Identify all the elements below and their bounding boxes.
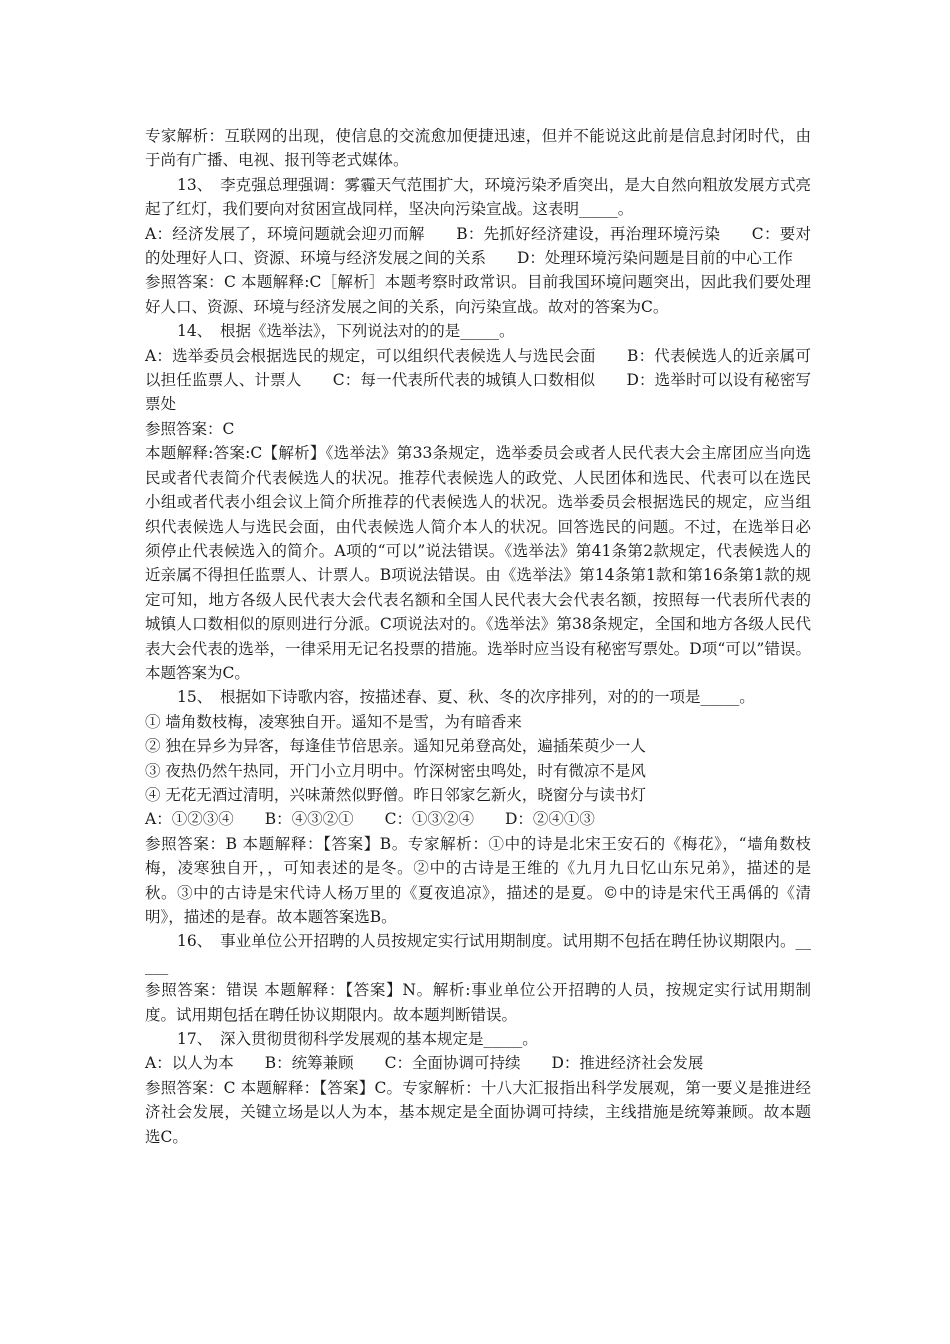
options-14: A：选举委员会根据选民的规定，可以组织代表候选人与选民会面 B：代表候选人的近亲属可以担任监票人、计票人 C：每一代表所代表的城镇人口数相似 D：选举时可以设有秘密写票处 xyxy=(145,346,811,414)
options-13: A：经济发展了，环境问题就会迎刃而解 B：先抓好经济建设，再治理环境污染 C：要对的处理好人口、资源、环境与经济发展之间的关系 D：处理环境污染问题是目前的中心工作 xyxy=(145,224,811,268)
answer-17: 参照答案：C 本题解释：【答案】C。专家解析：十八大汇报指出科学发展观，第一要义是推进经济社会发展，关键立场是以人为本，基本规定是全面协调可持续，主线措施是统筹兼顾。故本题选C。 xyxy=(145,1078,811,1146)
answer-16: 参照答案：错误 本题解释：【答案】N。解析:事业单位公开招聘的人员，按规定实行试用期制度。试用期包括在聘任协议期限内。故本题判断错误。 xyxy=(145,981,811,1024)
answer-15: 参照答案：B 本题解释：【答案】B。专家解析：①中的诗是北宋王安石的《梅花》，“墙角数枝梅，凌寒独自开，，可知表述的是冬。②中的古诗是王维的《九月九日忆山东兄弟》，描述的是秋。③中的古诗是宋代诗人杨万里的《夏夜追凉》，描述的是夏。©中的诗是宋代王禹偁的《清明》，描述的是春。故本题答案选B。 xyxy=(145,834,811,926)
question-13: 13、 李克强总理强调：雾霾天气范围扩大，环境污染矛盾突出，是大自然向粗放发展方式亮起了红灯，我们要向对贫困宣战同样，坚决向污染宣战。这表明_____。 xyxy=(145,175,811,219)
options-17: A：以人为本 B：统筹兼顾 C：全面协调可持续 D：推进经济社会发展 xyxy=(145,1054,704,1073)
question-15: 15、 根据如下诗歌内容，按描述春、夏、秋、冬的次序排列，对的的一项是_____。 xyxy=(177,688,755,707)
question-16: 16、 事业单位公开招聘的人员按规定实行试用期制度。试用期不包括在聘任协议期限内。_____ xyxy=(145,932,811,975)
question-14: 14、 根据《选举法》，下列说法对的的是_____。 xyxy=(177,322,515,341)
question-17: 17、 深入贯彻贯彻科学发展观的基本规定是_____。 xyxy=(177,1030,538,1049)
document-page xyxy=(145,124,811,1149)
poem-4: ④ 无花无酒过清明，兴味萧然似野僧。昨日邻家乞新火，晓窗分与读书灯 xyxy=(145,785,646,804)
poem-3: ③ 夜热仍然午热同，开门小立月明中。竹深树密虫鸣处，时有微凉不是风 xyxy=(145,761,646,780)
answer-14: 参照答案：C xyxy=(145,419,235,438)
options-15: A：①②③④ B：④③②① C：①③②④ D：②④①③ xyxy=(145,810,595,829)
poem-2: ② 独在异乡为异客，每逢佳节倍思亲。遥知兄弟登高处，遍插茱萸少一人 xyxy=(145,737,646,756)
expert-analysis-12: 专家解析：互联网的出现，使信息的交流愈加便捷迅速，但并不能说这此前是信息封闭时代，由于尚有广播、电视、报刊等老式媒体。 xyxy=(145,127,811,170)
answer-13: 参照答案：C 本题解释:C［解析］本题考察时政常识。目前我国环境问题突出，因此我们要处理好人口、资源、环境与经济发展之间的关系，向污染宣战。故对的答案为C。 xyxy=(145,273,811,316)
poem-1: ① 墙角数枝梅，凌寒独自开。遥知不是雪，为有暗香来 xyxy=(145,712,522,731)
explanation-14: 本题解释:答案:C【解析】《选举法》第33条规定，选举委员会或者人民代表大会主席团应当向选民或者代表简介代表候选人的状况。推荐代表候选人的政党、人民团体和选民、代表可以在选民小组或者代表小组会议上简介所推荐的代表候选人的状况。选举委员会根据选民的规定，应当组织代表候选人与选民会面，由代表候选人简介本人的状况。回答选民的问题。不过，在选举日必须停止代表候选入的简介。A项的“可以”说法错误。《选举法》第41条第2款规定，代表候选人的近亲属不得担任监票人、计票人。B项说法错误。由《选举法》第14条第1款和第16条第1款的规定可知，地方各级人民代表大会代表名额和全国人民代表大会代表名额，按照每一代表所代表的城镇人口数相似的原则进行分派。C项说法对的。《选举法》第38条规定，全国和地方各级人民代表大会代表的选举，一律采用无记名投票的措施。选举时应当设有秘密写票处。D项“可以”错误。本题答案为C。 xyxy=(145,444,811,682)
